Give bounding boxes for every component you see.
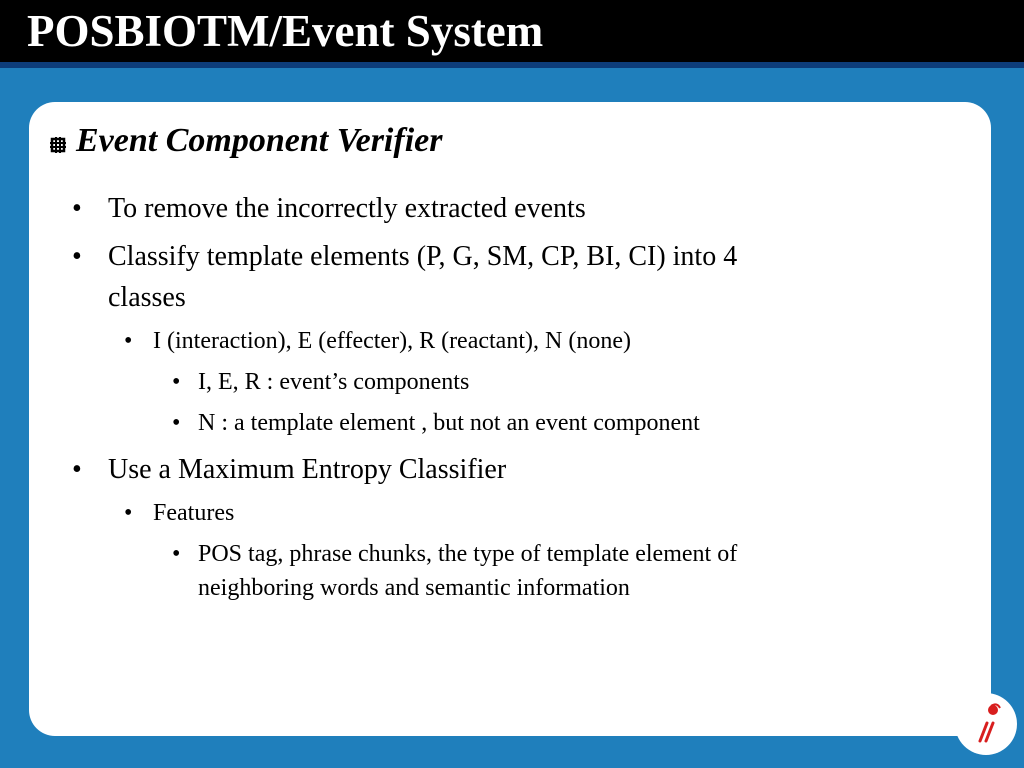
list-item: N : a template element , but not an event component <box>198 410 700 436</box>
heading-text: Event Component Verifier <box>76 122 443 159</box>
bullet-marker: • <box>124 500 133 526</box>
bullet-marker: • <box>172 541 181 567</box>
bullet-marker: • <box>72 241 82 272</box>
list-item: I (interaction), E (effecter), R (reactant), N (none) <box>153 328 631 354</box>
bullet-marker: • <box>172 410 181 436</box>
square-bullet-icon <box>48 135 68 155</box>
title-divider <box>0 62 1024 68</box>
section-heading <box>48 120 442 162</box>
list-item-continuation: neighboring words and semantic information <box>198 575 630 601</box>
bullet-marker: • <box>72 454 82 485</box>
list-item: Use a Maximum Entropy Classifier <box>108 454 507 485</box>
bullet-marker: • <box>172 369 181 395</box>
list-item: I, E, R : event’s components <box>198 369 470 395</box>
list-item: To remove the incorrectly extracted events <box>108 193 586 224</box>
logo-badge <box>955 693 1017 755</box>
list-item: Features <box>153 500 235 526</box>
bullet-marker: • <box>124 328 133 354</box>
list-item: Classify template elements (P, G, SM, CP, BI, CI) into 4 <box>108 241 738 272</box>
slide-title: POSBIOTM/Event System <box>27 6 544 56</box>
list-item: POS tag, phrase chunks, the type of template element of <box>198 541 738 567</box>
list-item-continuation: classes <box>108 282 186 313</box>
bullet-marker: • <box>72 193 82 224</box>
institution-logo-icon <box>955 693 1017 755</box>
title-bar <box>0 0 1024 62</box>
